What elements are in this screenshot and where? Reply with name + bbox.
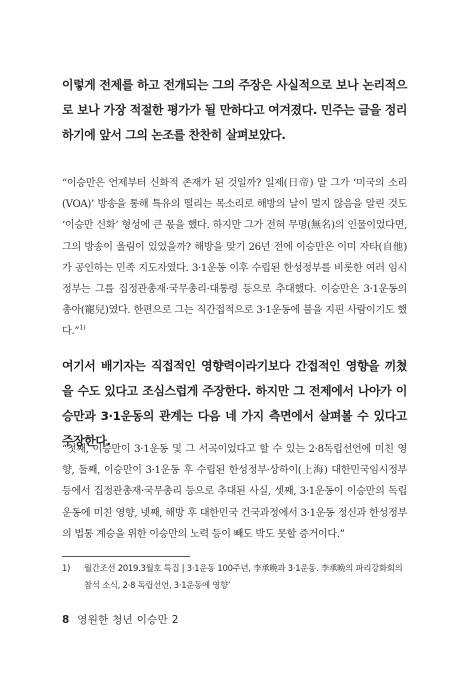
quote-paragraph-1 xyxy=(62,173,407,343)
footnote-reference: 1) xyxy=(79,324,86,333)
page-number: 8 xyxy=(62,614,70,626)
intro-paragraph: 이렇게 전제를 하고 전개되는 그의 주장은 사실적으로 보나 논리적으로 보나 가장 적절한 평가가 될 만하다고 여겨졌다. 민주는 글을 정리하기에 앞서 그의 논조를 찬찬히 살펴보았다. xyxy=(62,78,407,142)
middle-paragraph: 여기서 배기자는 직접적인 영향력이라기보다 간접적인 영향을 끼쳤을 수도 있다고 조심스럽게 주장한다. 하지만 그 전제에서 나아가 이승만과 3·1운동의 관계는 다음 네 가지 측면에서 살펴볼 수 있다고 주장한다. xyxy=(62,359,407,448)
footnote-text: 월간조선 2019.3월호 특집 | 3·1운동 100주년, 李承晩과 3·1운동. 李承晩의 파리강화회의 참석 소식, 2·8 독립선언, 3·1운동에 영향’ xyxy=(84,563,403,590)
running-title: 영원한 청년 이승만 2 xyxy=(77,614,179,626)
footnote xyxy=(62,560,407,593)
footnote-number: 1) xyxy=(62,563,71,573)
footnote-divider xyxy=(62,556,190,557)
page-footer xyxy=(62,612,179,627)
quote-1-text: “이승만은 언제부터 신화적 존재가 된 것일까? 일제(日帝) 말 그가 ‘미국의 소리(VOA)’ 방송을 통해 특유의 떨리는 목소리로 해방의 날이 멀지 않음을 알린 것도 ‘이승만 신화’ 형성에 큰 몫을 했다. 하지만 그가 전혀 무명(無名)의 인물이었다면, 그의 방송이 울림이 있었을까? 해방을 맞기 26년 전에 이승만은 이미 자타(自他)가 공인하는 민족 지도자였다. 3·1운동 이후 수립된 한성정부를 비롯한 여러 임시정부는 그를 집정관총재·국무총리·대통령 등으로 추대했다. 이승만은 3·1운동의 총아(寵兒)였다. 한편으로 그는 직간접적으로 3·1운동에 불을 지핀 사람이기도 했다.” xyxy=(62,178,407,338)
quote-paragraph-2: “첫째, 이승만이 3·1운동 및 그 서곡이었다고 할 수 있는 2·8독립선언에 미친 영향, 둘째, 이승만이 3·1운동 후 수립된 한성정부·상하이(上海) 대한민국임시정부 등에서 집정관총재·국무총리 등으로 추대된 사실, 셋째, 3·1운동이 이승만의 독립운동에 미친 영향, 넷째, 해방 후 대한민국 건국과정에서 3·1운동 정신과 한성정부의 법통 계승을 위한 이승만의 노력 등이 빼도 박도 못할 증거이다.” xyxy=(62,444,407,540)
